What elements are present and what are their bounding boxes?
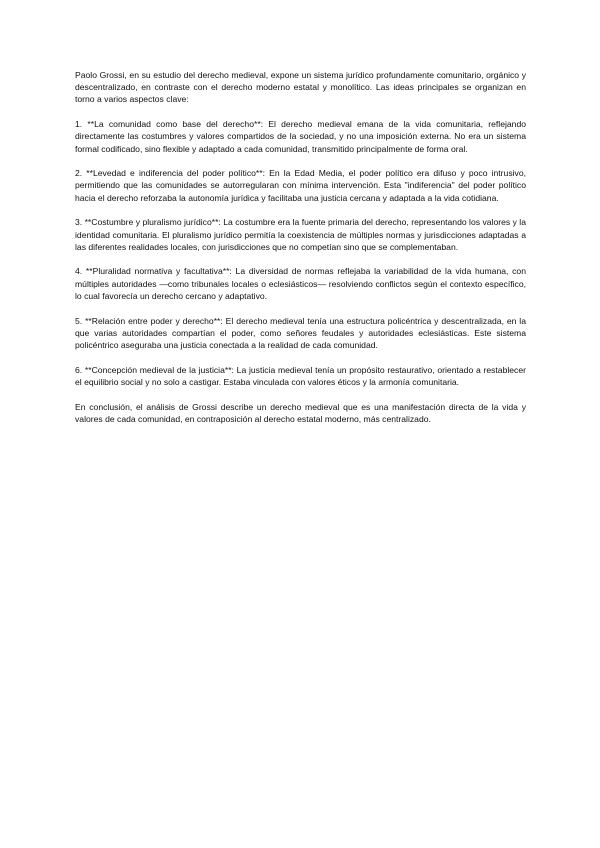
point-2-paragraph: 2. **Levedad e indiferencia del poder político**: En la Edad Media, el poder político era difuso y poco intrusivo, permitiendo que las comunidades se autorregularan con mínima intervención. Esta "indiferencia" del poder político hacia el derecho reforzaba la autonomía jurídica y facilitaba una justicia cercana y adaptada a la vida cotidiana. (75, 168, 526, 203)
point-4-paragraph: 4. **Pluralidad normativa y facultativa**: La diversidad de normas reflejaba la variabilidad de la vida humana, con múltiples autoridades —como tribunales locales o eclesiásticos— resolviendo conflictos según el contexto específico, lo cual favorecía un derecho cercano y adaptativo. (75, 266, 526, 301)
conclusion-paragraph: En conclusión, el análisis de Grossi describe un derecho medieval que es una manifestación directa de la vida y valores de cada comunidad, en contraposición al derecho estatal moderno, más centralizado. (75, 401, 526, 424)
point-6-paragraph: 6. **Concepción medieval de la justicia**: La justicia medieval tenía un propósito restaurativo, orientado a restablecer el equilibrio social y no solo a castigar. Estaba vinculada con valores éticos y la armonía comunitaria. (75, 364, 526, 387)
point-5-paragraph: 5. **Relación entre poder y derecho**: El derecho medieval tenía una estructura policéntrica y descentralizada, en la que varias autoridades compartían el poder, como señores feudales y autoridades eclesiásticas. Este sistema policéntrico aseguraba una justicia conectada a la realidad de cada comunidad. (75, 315, 526, 350)
point-3-paragraph: 3. **Costumbre y pluralismo jurídico**: La costumbre era la fuente primaria del derecho, representando los valores y la identidad comunitaria. El pluralismo jurídico permitía la coexistencia de múltiples normas y jurisdicciones adaptadas a las diferentes realidades locales, con jurisdicciones que no competían sino que se complementaban. (75, 217, 526, 252)
intro-paragraph: Paolo Grossi, en su estudio del derecho medieval, expone un sistema jurídico profundamente comunitario, orgánico y descentralizado, en contraste con el derecho moderno estatal y monolítico. Las ideas principales se organizan en torno a varios aspectos clave: (75, 70, 526, 105)
document-page (75, 69, 526, 437)
point-1-paragraph: 1. **La comunidad como base del derecho**: El derecho medieval emana de la vida comunitaria, reflejando directamente las costumbres y valores compartidos de la sociedad, y no una imposición externa. No era un sistema formal codificado, sino flexible y adaptado a cada comunidad, transmitido principalmente de forma oral. (75, 119, 526, 154)
